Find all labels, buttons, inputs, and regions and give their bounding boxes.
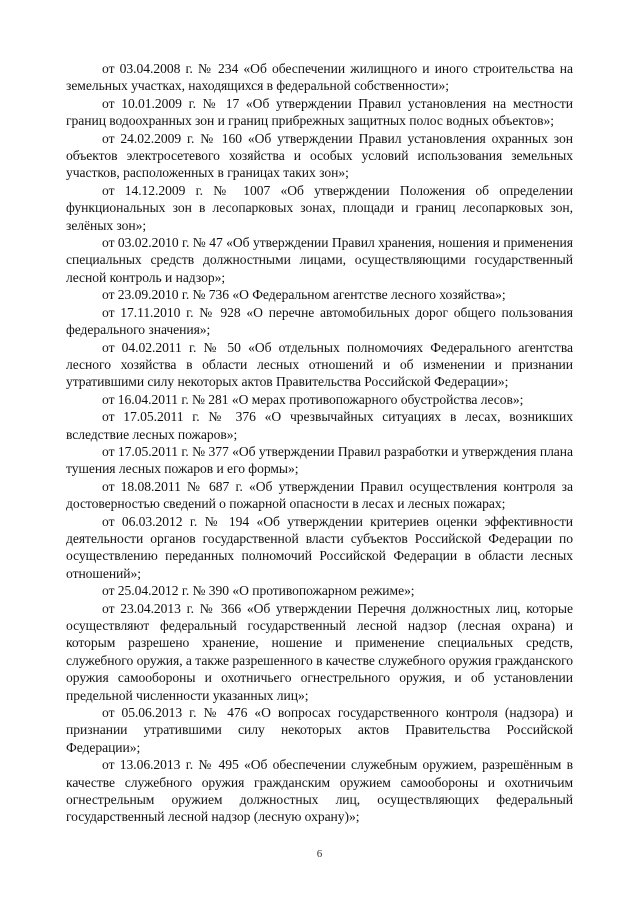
list-item: от 10.01.2009 г. № 17 «Об утверждении Правил установления на местности границ водоохранных зон и границ прибрежных защитных полос водных объектов»; [66,95,573,129]
list-item: от 17.05.2011 г. № 376 «О чрезвычайных ситуациях в лесах, возникших вследствие лесных пожаров»; [66,409,573,442]
list-item: от 17.05.2011 г. № 377 «Об утверждении Правил разработки и утверждения плана тушения лесных пожаров и его формы»; [66,443,573,477]
document-body [66,60,573,826]
list-item: от 03.04.2008 г. № 234 «Об обеспечении жилищного и иного строительства на земельных участках, находящихся в федеральной собственности»; [66,61,573,94]
list-item: от 24.02.2009 г. № 160 «Об утверждении Правил установления охранных зон объектов электросетевого хозяйства и особых условий использования земельных участков, расположенных в границах таких зон»; [66,130,573,181]
list-item: от 04.02.2011 г. № 50 «Об отдельных полномочиях Федерального агентства лесного хозяйства в области лесных отношений и об изменении и признании утратившими силу некоторых актов Правительства Российской Федерации»; [66,339,573,390]
list-item: от 14.12.2009 г. № 1007 «Об утверждении Положения об определении функциональных зон в лесопарковых зонах, площади и границ лесопарковых зон, зелёных зон»; [66,182,573,233]
list-item: от 03.02.2010 г. № 47 «Об утверждении Правил хранения, ношения и применения специальных средств должностными лицами, осуществляющими государственный лесной контроль и надзор»; [66,235,573,285]
page-number: 6 [316,848,323,860]
list-item: от 06.03.2012 г. № 194 «Об утверждении критериев оценки эффективности деятельности органов государственной власти субъектов Российской Федерации по осуществлению переданных полномочий Российской Федерации в области лесных отношений»; [66,513,573,581]
list-item: от 16.04.2011 г. № 281 «О мерах противопожарного обустройства лесов»; [102,391,524,407]
list-item: от 23.09.2010 г. № 736 «О Федеральном агентстве лесного хозяйства»; [102,287,506,303]
list-item: от 18.08.2011 № 687 г. «Об утверждении Правил осуществления контроля за достоверностью сведений о пожарной опасности в лесах и лесных пожарах; [66,478,573,512]
list-item: от 13.06.2013 г. № 495 «Об обеспечении служебным оружием, разрешённым в качестве служебного оружия гражданским оружием самообороны и охотничьим огнестрельным оружием должностных лиц, осуществляющих федеральный государственный лесной надзор (лесную охрану)»; [66,757,573,825]
list-item: от 25.04.2012 г. № 390 «О противопожарном режиме»; [102,583,415,599]
list-item: от 05.06.2013 г. № 476 «О вопросах государственного контроля (надзора) и признании утратившими силу некоторых актов Правительства Российской Федерации»; [66,705,573,755]
list-item: от 17.11.2010 г. № 928 «О перечне автомобильных дорог общего пользования федерального значения»; [66,304,573,338]
list-item: от 23.04.2013 г. № 366 «Об утверждении Перечня должностных лиц, которые осуществляют федеральный государственный лесной надзор (лесная охрана) и которым разрешено хранение, ношение и применение специальных средств, служебного оружия, а также разрешенного в качестве служебного оружия гражданского оружия самообороны и охотничьего огнестрельного оружия, и об установлении предельной численности указанных лиц»; [66,600,573,703]
